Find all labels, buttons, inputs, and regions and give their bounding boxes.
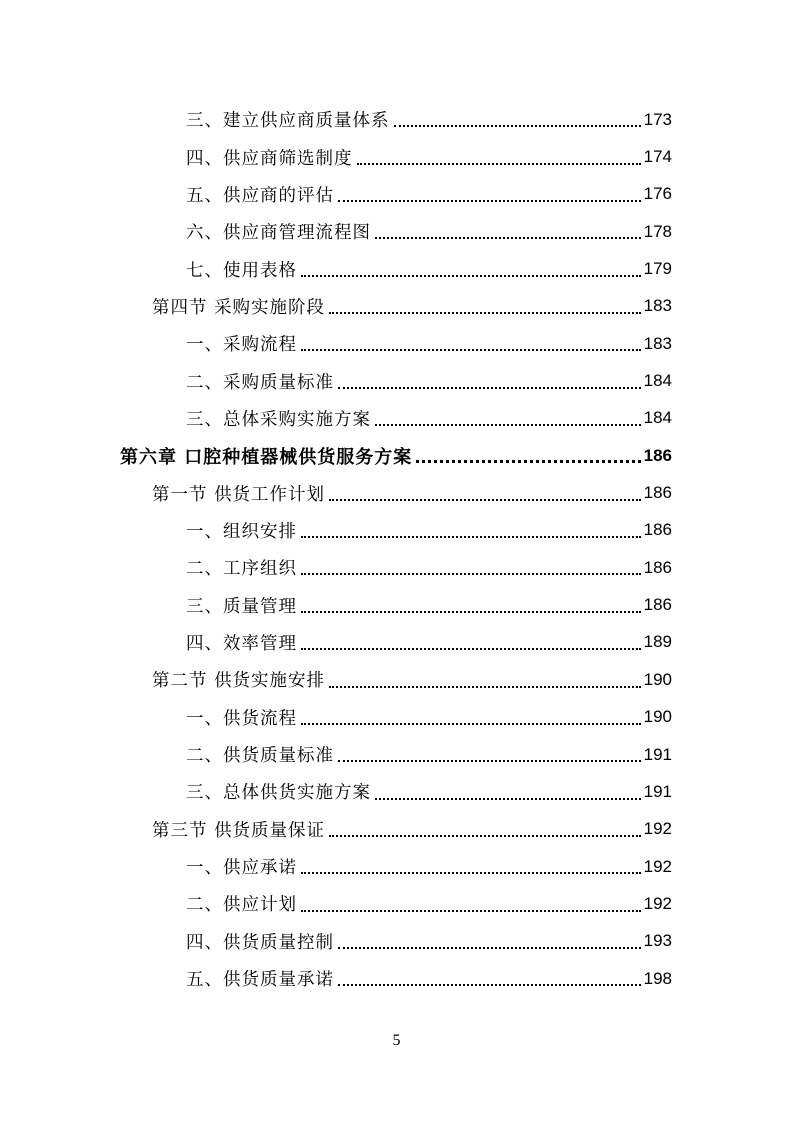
toc-dot-leader [338, 760, 641, 762]
toc-entry-page: 183 [643, 333, 672, 353]
toc-entry-page: 186 [643, 595, 672, 615]
toc-item-entry[interactable] [0, 624, 793, 661]
toc-entry-title: 一、组织安排 [186, 521, 297, 542]
toc-section-entry[interactable] [0, 661, 793, 698]
toc-dot-leader [329, 499, 641, 501]
toc-dot-leader [329, 686, 641, 688]
toc-item-entry[interactable] [0, 960, 793, 997]
toc-dot-leader [338, 984, 641, 986]
toc-entry-title: 三、建立供应商质量体系 [186, 111, 390, 132]
page-number: 5 [392, 1032, 401, 1049]
toc-dot-leader [375, 424, 641, 426]
toc-entry-title: 三、总体供货实施方案 [186, 783, 371, 804]
toc-dot-leader [301, 723, 641, 725]
toc-list [0, 101, 793, 997]
toc-entry-page: 176 [643, 184, 672, 204]
toc-dot-leader [329, 312, 641, 314]
toc-item-entry[interactable] [0, 213, 793, 250]
toc-dot-leader [375, 237, 641, 239]
toc-entry-page: 174 [643, 147, 672, 167]
toc-entry-page: 192 [643, 819, 672, 839]
toc-entry-title: 七、使用表格 [186, 260, 297, 281]
toc-item-entry[interactable] [0, 885, 793, 922]
toc-entry-page: 198 [643, 968, 672, 988]
toc-dot-leader [338, 200, 641, 202]
toc-entry-page: 192 [643, 856, 672, 876]
toc-dot-leader [301, 573, 641, 575]
toc-item-entry[interactable] [0, 736, 793, 773]
toc-entry-title: 第一节 供货工作计划 [152, 484, 326, 505]
toc-entry-title: 第六章 口腔种植器械供货服务方案 [120, 446, 413, 468]
toc-entry-page: 191 [643, 744, 672, 764]
toc-item-entry[interactable] [0, 923, 793, 960]
toc-entry-title: 一、采购流程 [186, 335, 297, 356]
toc-dot-leader [394, 125, 641, 127]
toc-item-entry[interactable] [0, 848, 793, 885]
toc-dot-leader [301, 872, 641, 874]
toc-entry-page: 189 [643, 632, 672, 652]
toc-item-entry[interactable] [0, 512, 793, 549]
toc-entry-page: 193 [643, 931, 672, 951]
toc-section-entry[interactable] [0, 474, 793, 511]
toc-dot-leader [329, 835, 641, 837]
toc-item-entry[interactable] [0, 362, 793, 399]
toc-dot-leader [301, 536, 641, 538]
toc-entry-title: 二、工序组织 [186, 559, 297, 580]
toc-dot-leader [301, 349, 641, 351]
toc-dot-leader [301, 648, 641, 650]
toc-entry-title: 六、供应商管理流程图 [186, 223, 371, 244]
toc-entry-page: 190 [643, 707, 672, 727]
toc-entry-title: 四、效率管理 [186, 633, 297, 654]
toc-entry-page: 186 [643, 557, 672, 577]
toc-dot-leader [357, 163, 641, 165]
toc-entry-page: 178 [643, 221, 672, 241]
toc-entry-page: 186 [643, 445, 672, 465]
toc-item-entry[interactable] [0, 400, 793, 437]
table-of-contents [0, 101, 793, 997]
toc-dot-leader [338, 947, 641, 949]
toc-entry-page: 183 [643, 296, 672, 316]
toc-entry-title: 四、供货质量控制 [186, 932, 334, 953]
toc-entry-title: 一、供货流程 [186, 708, 297, 729]
toc-entry-title: 第二节 供货实施安排 [152, 671, 326, 692]
toc-entry-page: 191 [643, 781, 672, 801]
toc-section-entry[interactable] [0, 811, 793, 848]
toc-item-entry[interactable] [0, 101, 793, 138]
toc-entry-title: 三、总体采购实施方案 [186, 409, 371, 430]
toc-entry-page: 186 [643, 483, 672, 503]
toc-entry-title: 一、供应承诺 [186, 858, 297, 879]
toc-entry-page: 179 [643, 259, 672, 279]
toc-entry-page: 173 [643, 109, 672, 129]
toc-entry-page: 184 [643, 408, 672, 428]
toc-dot-leader [416, 460, 640, 463]
toc-entry-title: 二、供货质量标准 [186, 746, 334, 767]
toc-entry-title: 五、供应商的评估 [186, 185, 334, 206]
toc-item-entry[interactable] [0, 176, 793, 213]
toc-dot-leader [338, 387, 641, 389]
toc-section-entry[interactable] [0, 288, 793, 325]
toc-entry-title: 二、采购质量标准 [186, 372, 334, 393]
toc-item-entry[interactable] [0, 549, 793, 586]
toc-dot-leader [301, 275, 641, 277]
toc-item-entry[interactable] [0, 699, 793, 736]
toc-chapter-entry[interactable] [0, 437, 793, 474]
toc-dot-leader [301, 910, 641, 912]
toc-entry-title: 第四节 采购实施阶段 [152, 297, 326, 318]
toc-entry-title: 二、供应计划 [186, 895, 297, 916]
toc-entry-page: 190 [643, 669, 672, 689]
toc-entry-title: 第三节 供货质量保证 [152, 820, 326, 841]
toc-entry-page: 192 [643, 893, 672, 913]
toc-item-entry[interactable] [0, 586, 793, 623]
toc-dot-leader [301, 611, 641, 613]
toc-entry-page: 184 [643, 371, 672, 391]
toc-dot-leader [375, 798, 641, 800]
toc-entry-title: 五、供货质量承诺 [186, 970, 334, 991]
toc-item-entry[interactable] [0, 773, 793, 810]
toc-entry-page: 186 [643, 520, 672, 540]
toc-item-entry[interactable] [0, 138, 793, 175]
toc-item-entry[interactable] [0, 250, 793, 287]
toc-entry-title: 四、供应商筛选制度 [186, 148, 353, 169]
toc-entry-title: 三、质量管理 [186, 596, 297, 617]
toc-item-entry[interactable] [0, 325, 793, 362]
